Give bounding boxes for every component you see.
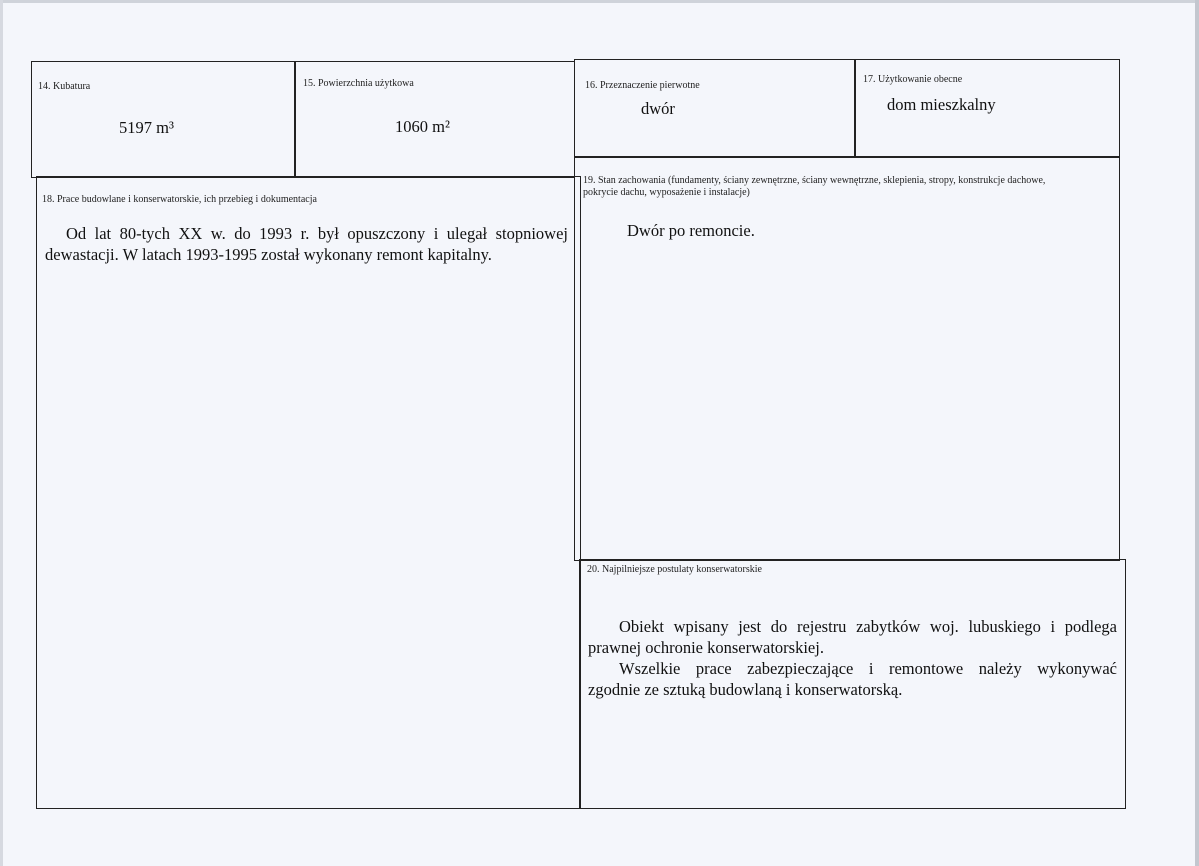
scan-edge-left [0, 0, 3, 866]
field-15-powierzchnia [294, 61, 575, 178]
field-20-p2-line1: Wszelkie prace zabezpieczające i remontowe należy wykonywać [619, 659, 1117, 678]
field-16-przeznaczenie [574, 59, 856, 158]
field-20-label: 20. Najpilniejsze postulaty konserwatorskie [587, 564, 762, 575]
field-19-stan [574, 156, 1120, 561]
field-20-p1-line1: Obiekt wpisany jest do rejestru zabytków woj. lubuskiego i podlega [619, 617, 1117, 636]
field-17-uzytkowanie [854, 59, 1120, 158]
field-16-label: 16. Przeznaczenie pierwotne [585, 80, 700, 91]
field-19-value: Dwór po remoncie. [627, 221, 755, 240]
field-14-kubatura [31, 61, 296, 178]
field-18-line2: dewastacji. W latach 1993-1995 został wykonany remont kapitalny. [45, 245, 492, 264]
field-18-prace [36, 176, 581, 809]
field-20-p1-line2: prawnej ochronie konserwatorskiej. [588, 638, 824, 657]
scan-edge-top [0, 0, 1199, 3]
field-18-line1: Od lat 80-tych XX w. do 1993 r. był opuszczony i ulegał stopniowej [66, 224, 568, 243]
field-20-text [588, 616, 1117, 700]
field-15-label: 15. Powierzchnia użytkowa [303, 78, 414, 89]
field-20-p2-line2: zgodnie ze sztuką budowlaną i konserwatorską. [588, 680, 903, 699]
field-14-value: 5197 m³ [119, 118, 174, 137]
field-14-label: 14. Kubatura [38, 81, 91, 92]
field-15-value: 1060 m² [395, 117, 450, 136]
field-20-postulaty [579, 559, 1126, 809]
field-17-value: dom mieszkalny [887, 95, 996, 114]
scan-edge-right [1195, 0, 1199, 866]
field-18-text [45, 223, 568, 265]
field-19-label-line1: 19. Stan zachowania (fundamenty, ściany zewnętrzne, ściany wewnętrzne, sklepienia, stropy, konstrukcje dachowe, [583, 175, 1046, 186]
field-16-value: dwór [641, 99, 675, 118]
field-19-label-line2: pokrycie dachu, wyposażenie i instalacje) [583, 187, 750, 198]
field-17-label: 17. Użytkowanie obecne [863, 74, 963, 85]
field-18-label: 18. Prace budowlane i konserwatorskie, ich przebieg i dokumentacja [42, 194, 317, 205]
